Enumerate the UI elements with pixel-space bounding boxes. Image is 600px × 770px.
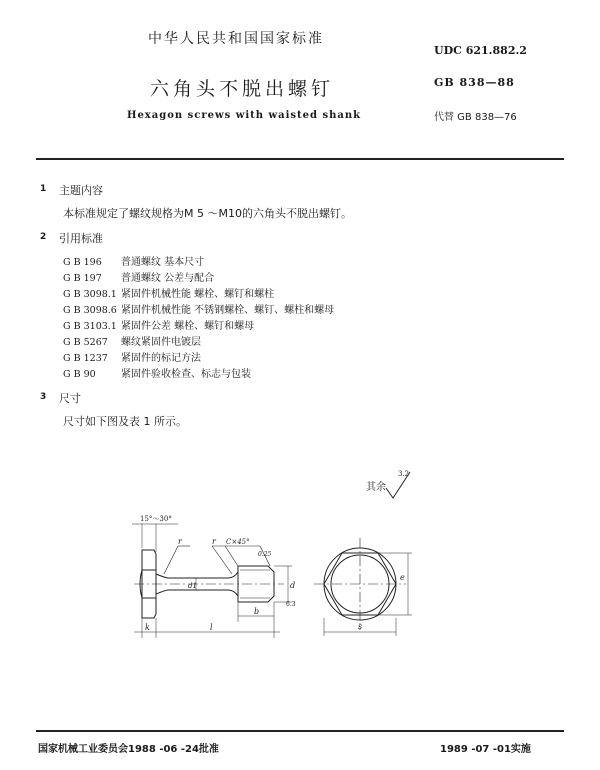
reference-title: 螺纹紧固件电镀层 [121, 337, 201, 348]
reference-code: G B 3098.1 [63, 289, 117, 300]
effective-date: 1989 -07 -01实施 [440, 744, 531, 755]
screw-drawing [120, 466, 540, 651]
radius-label: r [178, 537, 182, 546]
b-label: b [254, 607, 260, 616]
reference-title: 紧固件公差 螺栓、螺钉和螺母 [121, 321, 255, 332]
hex-head-end-view [314, 538, 406, 630]
reference-item [63, 333, 201, 348]
reference-item [63, 285, 274, 300]
reference-item [63, 301, 334, 316]
scope-paragraph: 本标准规定了螺纹规格为M 5 ～M10的六角头不脱出螺钉。 [63, 207, 352, 220]
standard-number: GB 838—88 [434, 76, 515, 89]
angle-label: 15°～30° [140, 515, 172, 523]
section-3-title: 尺寸 [59, 392, 81, 405]
reference-title: 紧固件机械性能 螺栓、螺钉和螺柱 [121, 289, 275, 300]
reference-code: G B 1237 [63, 353, 108, 364]
roughness-small-label: 0.25 [258, 551, 272, 558]
reference-item [63, 317, 254, 332]
s-label: s [358, 622, 363, 631]
reference-item [63, 253, 204, 268]
national-standard-heading: 中华人民共和国国家标准 [148, 31, 324, 47]
roughness-label: 其余 [366, 482, 386, 493]
d-label: d [290, 581, 296, 590]
e-label: e [400, 573, 405, 582]
reference-title: 紧固件验收检查、标志与包装 [121, 369, 251, 380]
reference-title: 普通螺纹 公差与配合 [121, 273, 215, 284]
section-1-number: 1 [40, 184, 47, 194]
dimension-paragraph: 尺寸如下图及表 1 所示。 [63, 415, 187, 428]
reference-title: 紧固件的标记方法 [121, 353, 201, 364]
reference-code: G B 197 [63, 273, 102, 284]
roughness-63-label: 6.3 [286, 601, 296, 608]
reference-item [63, 349, 201, 364]
section-2-title: 引用标准 [59, 232, 103, 245]
section-3-number: 3 [40, 392, 47, 402]
k-label: k [145, 623, 150, 632]
section-1-title: 主题内容 [59, 184, 103, 197]
reference-code: G B 196 [63, 257, 102, 268]
section-2-number: 2 [40, 232, 47, 242]
l-label: l [210, 623, 213, 632]
approval-date: 国家机械工业委员会1988 -06 -24批准 [38, 744, 219, 755]
radius-label: r [212, 537, 216, 546]
reference-item [63, 365, 251, 380]
roughness-value: 3.2 [398, 470, 410, 478]
udc-code: UDC 621.882.2 [434, 44, 527, 57]
replaces-standard: 代替 GB 838—76 [434, 112, 517, 123]
document-title: 六角头不脱出螺钉 [150, 78, 335, 100]
reference-title: 紧固件机械性能 不锈钢螺栓、螺钉、螺柱和螺母 [121, 305, 335, 316]
d1-label: d1 [188, 582, 197, 590]
reference-code: G B 3098.6 [63, 305, 117, 316]
reference-code: G B 5267 [63, 337, 108, 348]
reference-code: G B 90 [63, 369, 96, 380]
header-divider [36, 158, 564, 160]
reference-title: 普通螺纹 基本尺寸 [121, 257, 205, 268]
chamfer-label: C×45° [226, 538, 250, 546]
document-title-english: Hexagon screws with waisted shank [127, 110, 362, 121]
reference-code: G B 3103.1 [63, 321, 117, 332]
footer-divider [36, 730, 564, 732]
reference-item [63, 269, 214, 284]
